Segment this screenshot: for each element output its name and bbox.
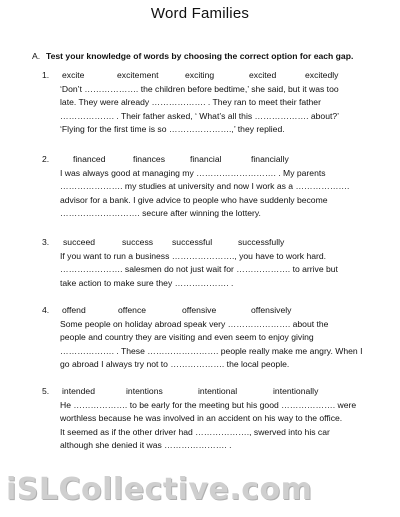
word-option: offensive [182,305,217,315]
gap-line: …………………. my studies at university and now I work as a ………………. [60,181,350,192]
gap-line: ‘Flying for the first time is so ………………….,’ they replied. [60,123,285,134]
word-option: offence [118,305,147,315]
gap-line: …………………. salesmen do not just wait for ………………. to arrive but [60,264,338,275]
gap-line: although she denied it was …………………. . [60,439,232,450]
word-option: successfully [238,237,285,247]
word-option: intended [62,386,95,396]
section-1 [42,70,370,136]
word-option: excited [249,70,277,80]
page-title: Word Families [150,5,250,22]
word-family-row [45,305,370,318]
gap-line: late. They were already ………………. . They ran to meet their father [60,97,321,108]
section-number: 2. [42,154,50,164]
word-option: finances [133,154,166,164]
section-4 [42,305,370,371]
gap-line: ………………. . These ……………………. people really make me angry. When I [60,345,363,356]
word-option: offend [62,305,86,315]
word-option: offensively [251,305,292,315]
section-2 [42,154,370,220]
word-option: financial [190,154,222,164]
section-number: 1. [42,70,50,80]
word-option: intentions [126,386,163,396]
instructions-letter: A. [32,51,41,61]
section-number: 3. [42,237,50,247]
word-family-row [45,70,370,83]
word-option: intentional [198,386,238,396]
section-5 [42,386,370,452]
gap-line: ………………. . Their father asked, ‘ What’s all this ………………. about?’ [60,110,340,121]
gap-line: ‘Don’t ………………. the children before bedtime,’ she said, but it was too [60,84,339,94]
word-option: exciting [185,70,215,80]
section-number: 5. [42,386,50,396]
gap-line: advisor for a bank. I give advice to people who have suddenly become [60,194,328,205]
section-number: 4. [42,305,50,315]
word-family-row [45,237,370,250]
gap-line: take action to make sure they ………………. . [60,277,234,288]
gap-line: ………………………. secure after winning the lottery. [60,207,261,218]
word-option: excitement [117,70,159,80]
gap-line: worthless because he was involved in an accident on his way to the office. [60,413,343,424]
gap-line: people and country they are visiting and even seem to enjoy giving [60,332,314,343]
gap-line: He ………………. to be early for the meeting but his good ………………. were [60,400,357,410]
word-option: financially [251,154,289,164]
gap-line: go abroad I always try not to ………………. the local people. [60,358,290,369]
word-option: excite [62,70,85,80]
word-option: successful [172,237,213,247]
word-option: financed [73,154,106,164]
gap-line: If you want to run a business …………………., you have to work hard. [60,251,327,261]
word-family-row [45,386,370,399]
instructions [32,50,392,62]
word-option: succeed [63,237,96,247]
word-option: success [122,237,154,247]
word-option: intentionally [273,386,319,396]
watermark-logo: iSLCollective.com [6,472,313,507]
section-3 [42,237,370,290]
word-option: excitedly [305,70,339,80]
gap-line: Some people on holiday abroad speak very …………………. about the [60,319,329,329]
gap-line: It seemed as if the other driver had ………………., swerved into his car [60,426,330,437]
instructions-text: Test your knowledge of words by choosing the correct option for each gap. [46,51,354,61]
gap-line: I was always good at managing my ………………………. . My parents [60,168,326,178]
word-family-row [45,154,370,167]
